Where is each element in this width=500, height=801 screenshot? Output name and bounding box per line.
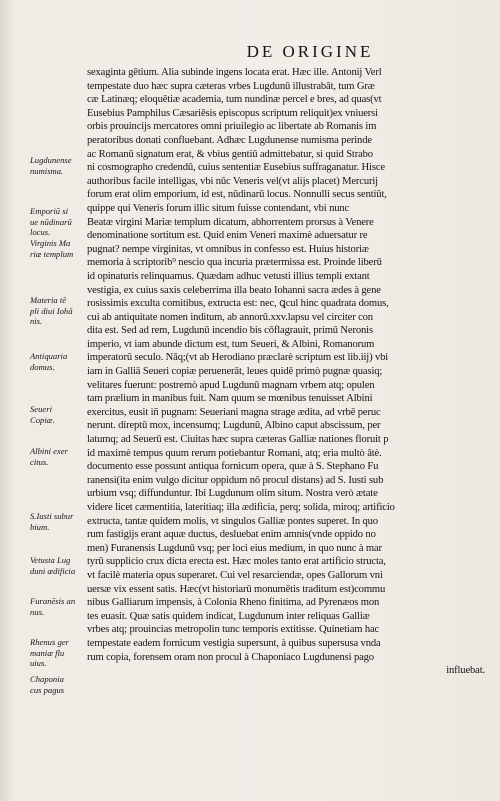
text-line: vrbes atq; prouincias metropolin tunc temporis extitisse. Quinetiam hac [87, 624, 380, 636]
margin-note-line: nis. [30, 316, 43, 327]
margin-note [30, 511, 88, 532]
margin-note-line: pli diui Iohā [30, 305, 73, 316]
margin-note-line: Virginis Ma [30, 238, 71, 248]
text-line: cui ab antiquitate nomen inditum, ab annorū.xxv.lapsu vel circiter con [87, 311, 373, 323]
text-line: tam prælium in manibus fuit. Nam quum se mœnibus tenuisset Albini [87, 393, 373, 405]
margin-note-line: maniæ flu [30, 647, 65, 658]
margin-note [30, 206, 88, 238]
main-text-block [87, 66, 487, 678]
margin-note-line: duni ædificia [30, 565, 76, 576]
text-line: extructa, tantæ quidem molis, vt singulos Galliæ pontes superet. In quo [87, 515, 378, 527]
margin-note-line: ue nūdinarū [30, 216, 72, 227]
margin-note-line: Emporiū si [30, 206, 68, 216]
text-line: id opinaturis relinquamus. Quædam adhuc vetusti illius templi extant [87, 270, 370, 282]
text-line: rum fastigijs erant aquæ ductus, desluebat enim amnis(vnde oppido no [87, 529, 376, 541]
margin-note [30, 674, 88, 695]
margin-note [30, 351, 88, 372]
margin-note [30, 446, 88, 467]
text-line: pugnat? nempe virginitas, vt omnibus in confesso est. Huius historiæ [87, 243, 369, 255]
margin-note [30, 295, 88, 327]
text-line: men) Furanensis Lugdunū vsq; per loci eius medium, in quo nunc à mar [87, 542, 382, 554]
margin-note-line: uius. [30, 658, 47, 669]
text-line: sexaginta gētium. Alia subinde ingens locata erat. Hæc ille. Antonij Verl [87, 67, 382, 78]
text-line: imperatorū seculo. Nāq;(vt ab Herodiano præclarè scriptum est lib.iij) vbi [87, 352, 389, 364]
text-line: iam in Galliā Seueri copiæ peruenerāt, leues quidē primò pugnæ quasiq; [87, 366, 383, 378]
text-line: latumq; ad Seuerū est. Ciuitas hæc supra cæteras Galliæ nationes floruit p [87, 434, 389, 446]
text-line: tempestate duo hæc supra cæteras vrbes Lugdunū illustrabāt, tum Græ [87, 80, 375, 92]
margin-note-line: riæ templum [30, 248, 74, 259]
running-header: DE ORIGINE [246, 42, 374, 61]
text-line: authoribus facile intelligas, vbi nūc Veneris vel(vt alijs placet) Mercurij [87, 175, 378, 187]
margin-note [30, 238, 88, 259]
text-line: id maximè tempus quum rerum potiebantur Romani, atq; eria multò ātè. [87, 447, 382, 459]
margin-note [30, 555, 88, 576]
text-line: vt facilè materia opus superaret. Cui vel resarciendæ, opes Gallorum vni [87, 569, 383, 581]
text-line: tes euasit. Quæ satis quidem indicat, Lugdunum inter reliquas Galliæ [87, 610, 370, 622]
text-line: documento esse possunt antiqua fornicum opera, quæ à S. Stephano Fu [87, 461, 379, 473]
margin-note-line: Antiquaria [30, 351, 68, 361]
text-line: ni cosmographo credendū, cuius sententiæ Eusebius suffraganatur. Hisce [87, 162, 385, 174]
text-line: cæ Latinæq; eloquētiæ academia, tum nundinæ percel e bres, ad quas(vt [87, 94, 382, 106]
margin-note-line: cus pagus [30, 684, 65, 695]
text-line: peratoribus donati confluebant. Adhæc Lugdunense numisma perinde [87, 134, 372, 146]
text-line: tempestate eadem fornicum vestigia supersunt, à quibus supersusa vnda [87, 637, 381, 649]
margin-note-line: Rhenus ger [30, 637, 69, 647]
text-line: videre licet cæmentitia, lateritiaq; illa ædificia, perq; solida, miroq; artificio [87, 502, 395, 513]
text-line: memoria à scriptorib⁹ nescio qua incuria prætermissa est. Proinde liberū [87, 257, 382, 269]
text-line: tyrū supplicio crux dicta erecta est. Hæc moles tanto erat artificio structa, [87, 556, 386, 568]
margin-note-line: domus. [30, 361, 55, 372]
text-line: urbium vsq; diffunduntur. Ibi Lugdunum olim situm. Nostra verò ætate [87, 488, 378, 500]
text-line: nibus Galliarum impensis, à Colonia Rheno finitima, ad Pyrenæos mon [87, 597, 380, 609]
margin-note-line: Vetusta Lug [30, 555, 71, 565]
text-line: Eusebius Pamphilus Cæsariēsis episcopus scriptum reliquit)ex vniuersi [87, 107, 378, 119]
text-line: vestigia, ex cuius saxis celeberrima illa beato Iohanni sacra ædes à gene [87, 284, 381, 296]
margin-note [30, 155, 88, 176]
margin-note-line: Furanēsis an [30, 596, 76, 606]
text-line: velitares fuerunt: postremò apud Lugdunū magnam vrbem atq; opulen [87, 379, 375, 391]
text-line: ranensi(ita enim vulgo dicitur oppidum nō procul distans) ad S. Iusti sub [87, 474, 384, 486]
text-line: ac Romanū signatum erat, & vbius gentiū admittebatur, si quid Strabo [87, 148, 373, 160]
text-line: quippe qui Veneris forum illic situm fuisse contendant, vbi nunc [87, 202, 350, 214]
margin-note-line: Lugdunense [30, 155, 72, 165]
text-line: rosissimis exculta comitibus, extructa est: nec, ꝗcul hinc quadrata domus, [87, 298, 389, 310]
text-line: nerunt. direptū mox, incensumq; Lugdunū, Albino caput abscissum, per [87, 420, 381, 432]
margin-note-line: numisma. [30, 165, 64, 176]
text-line: imperio, vt iam abunde dictum est, tum Seueri, & Albini, Romanorum [87, 338, 375, 350]
margin-note-line: S.Iusti subur [30, 511, 74, 521]
margin-note-line: bium. [30, 521, 50, 532]
margin-note-line: Copiæ. [30, 414, 55, 425]
margin-note-line: citus. [30, 456, 49, 467]
text-line: uersæ vix essent satis. Hæc(vt historiarū monumētis traditum est)commu [87, 583, 386, 595]
margin-note-line: Materia tē [30, 295, 67, 305]
margin-note-line: nus. [30, 606, 45, 617]
text-line: dita est. Sed ad rem, Lugdunū incendio bis cōflagrauit, primū Neronis [87, 325, 373, 337]
text-line: forum erat olim emporium, id est, nūdinarū locus. Nonnulli secus sentiūt, [87, 189, 387, 201]
text-line: orbis prouincijs mercatores omni priuilegio ac libertate ab Romanis im [87, 121, 377, 133]
text-line: exercitus, eusit iñ pugnam: Seueriani magna strage ædita, ad vrbē peruc [87, 406, 381, 418]
margin-note-line: Albini exer [30, 446, 68, 456]
margin-note [30, 596, 88, 617]
margin-note [30, 637, 88, 669]
text-line: rum copia, forensem oram non procul à Chaponiaco Lugdunensi pago [87, 651, 374, 663]
text-line: influebat. [446, 665, 485, 677]
margin-note-line: Seueri [30, 404, 52, 414]
text-line: denominatione sortitum est. Quid enim Veneri maximè aduersatur re [87, 230, 368, 242]
margin-note-line: locus. [30, 227, 51, 238]
margin-note-line: Chaponia [30, 674, 64, 684]
text-line: Beatæ virgini Mariæ templum dicatum, abhorrentem prorsus à Venere [87, 216, 374, 228]
margin-note [30, 404, 88, 425]
